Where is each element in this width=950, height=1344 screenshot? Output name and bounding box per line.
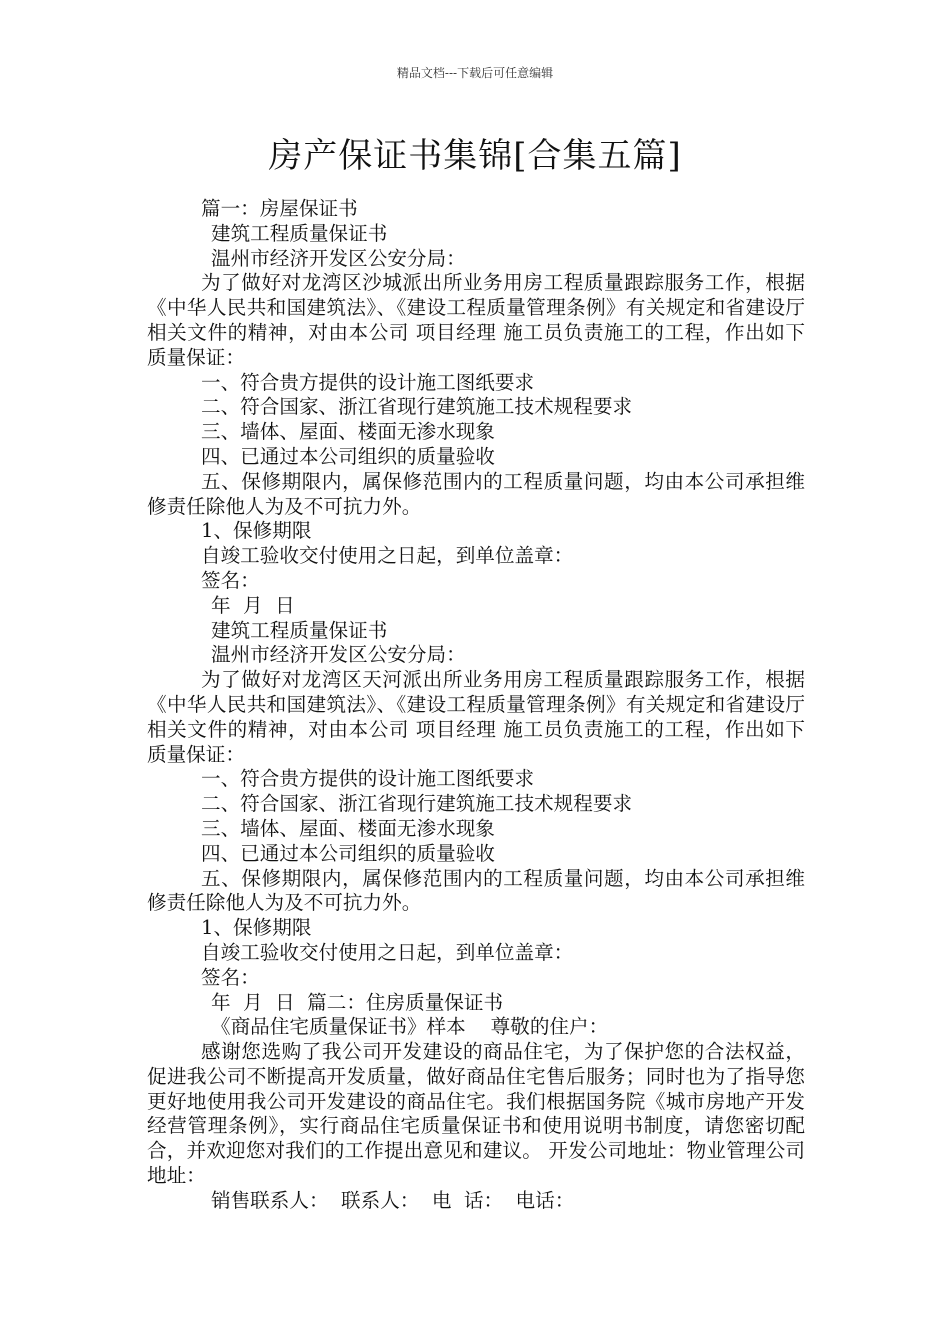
body-line: 二、符合国家、浙江省现行建筑施工技术规程要求	[201, 792, 633, 816]
body-line: 1、保修期限	[201, 916, 312, 940]
body-line: 四、已通过本公司组织的质量验收	[201, 444, 495, 468]
body-line: 二、符合国家、浙江省现行建筑施工技术规程要求	[201, 395, 633, 419]
body-line: 《商品住宅质量保证书》样本 尊敬的住户：	[211, 1015, 609, 1039]
body-line: 建筑工程质量保证书	[211, 618, 388, 642]
document-body	[147, 197, 805, 1214]
body-line: 建筑工程质量保证书	[211, 221, 388, 245]
body-line: 年 月 日	[211, 593, 295, 617]
body-line: 温州市经济开发区公安分局：	[211, 246, 466, 270]
body-line: 温州市经济开发区公安分局：	[211, 643, 466, 667]
header-note: 精品文档---下载后可任意编辑	[396, 66, 554, 80]
body-paragraph: 五、保修期限内，属保修范围内的工程质量问题，均由本公司承担维修责任除他人为及不可抗力外。	[147, 469, 805, 518]
body-paragraph: 为了做好对龙湾区沙城派出所业务用房工程质量跟踪服务工作，根据《中华人民共和国建筑法》、《建设工程质量管理条例》有关规定和省建设厅相关文件的精神，对由本公司 项目经理 施工员负责施工的工程，作出如下质量保证：	[147, 271, 805, 369]
body-line: 销售联系人： 联系人： 电 话： 电话：	[211, 1188, 575, 1212]
body-line: 签名：	[201, 568, 260, 592]
body-line: 一、符合贵方提供的设计施工图纸要求	[201, 767, 535, 791]
body-line: 年 月 日 篇二：住房质量保证书	[211, 990, 504, 1014]
body-line: 三、墙体、屋面、楼面无渗水现象	[201, 420, 495, 444]
body-paragraph: 五、保修期限内，属保修范围内的工程质量问题，均由本公司承担维修责任除他人为及不可抗力外。	[147, 866, 805, 915]
body-line: 自竣工验收交付使用之日起，到单位盖章：	[201, 940, 574, 964]
body-line: 四、已通过本公司组织的质量验收	[201, 841, 495, 865]
body-paragraph: 感谢您选购了我公司开发建设的商品住宅，为了保护您的合法权益，促进我公司不断提高开发质量，做好商品住宅售后服务；同时也为了指导您更好地使用我公司开发建设的商品住宅。我们根据国务院《城市房地产开发经营管理条例》，实行商品住宅质量保证书和使用说明书制度，请您密切配合，并欢迎您对我们的工作提出意见和建议。 开发公司地址：物业管理公司地址：	[147, 1040, 805, 1188]
body-line: 1、保修期限	[201, 519, 312, 543]
body-line: 三、墙体、屋面、楼面无渗水现象	[201, 816, 495, 840]
body-line: 篇一：房屋保证书	[201, 197, 358, 220]
body-line: 自竣工验收交付使用之日起，到单位盖章：	[201, 544, 574, 568]
body-paragraph: 为了做好对龙湾区天河派出所业务用房工程质量跟踪服务工作，根据《中华人民共和国建筑法》、《建设工程质量管理条例》有关规定和省建设厅相关文件的精神，对由本公司 项目经理 施工员负责施工的工程，作出如下质量保证：	[147, 668, 805, 766]
document-title: 房产保证书集锦[合集五篇]	[268, 136, 682, 176]
body-line: 签名：	[201, 965, 260, 989]
body-line: 一、符合贵方提供的设计施工图纸要求	[201, 370, 535, 394]
